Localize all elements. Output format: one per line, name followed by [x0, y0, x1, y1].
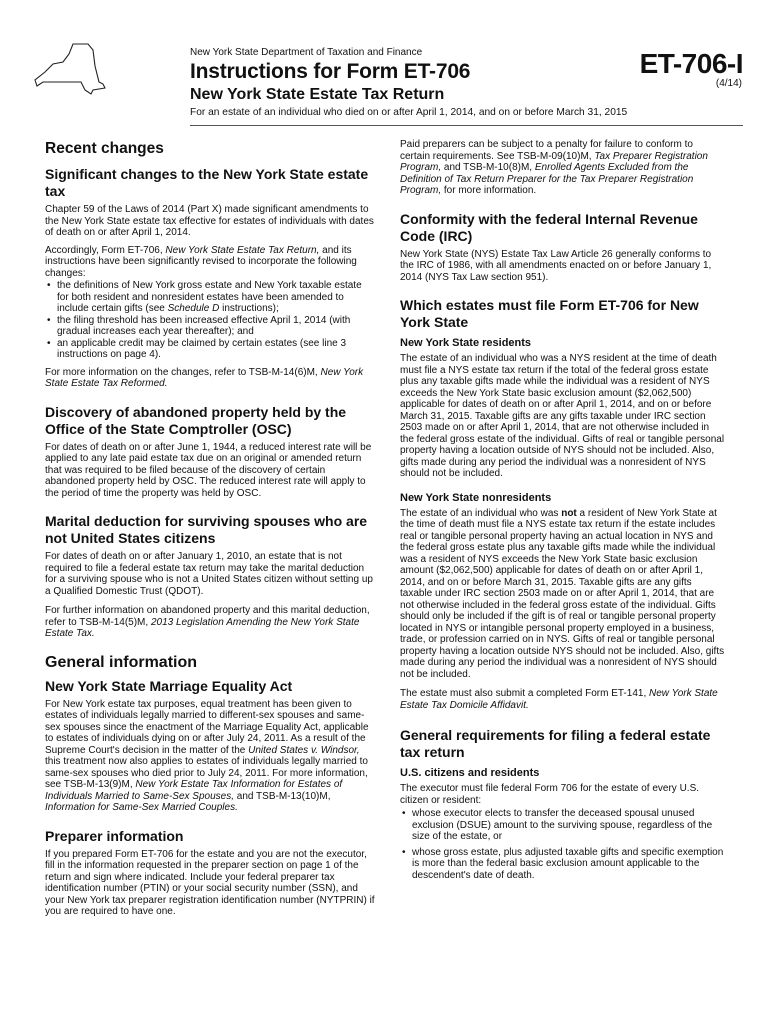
- list-item: • whose gross estate, plus adjusted taxable gifts and specific exemption is more than the federal basic exclusion amount applicable to the descendent's date of death.: [400, 847, 725, 882]
- form-scope: For an estate of an individual who died on or after April 1, 2014, and on or before March 31, 2015: [190, 107, 628, 118]
- recent-changes-list: [45, 280, 375, 361]
- residents-p1: The estate of an individual who was a NYS resident at the time of death must file a NYS estate tax return if the total of the federal gross estate plus any taxable gifts made while the individual was a resident of NYS exceeds the New York State basic exclusion amount ($2,062,500) applicable for dates of death on or after April 1, 2014, and on or before March 31, 2015. Taxable gifts are any gifts taxable under IRC section 2503 made on or after April 1, 2014, that are not otherwise included in the federal gross estate of the individual. Gifts of real or tangible personal property having a location outside of NYS should not be included. Also, gifts made during any period the individual was a nonresident of NYS should not be included.: [400, 353, 725, 479]
- discovery-p1: For dates of death on or after June 1, 1944, a reduced interest rate will be applied to any late paid estate tax due on an original or amended return that was required to be filed because of the discovery of certain abandoned property held by OSC. The reduced interest rate will apply to the period of time the property was held by OSC.: [45, 441, 372, 499]
- penalty-paragraph: Paid preparers can be subject to a penalty for failure to conform to certain requirements. See TSB-M-09(10)M, Tax Preparer Registration Program, and TSB-M-10(8)M, Enrolled Agents Excluded from the Definition of Tax Return Preparer for the Tax Preparer Registration Program, for more information.: [400, 139, 708, 196]
- discovery-heading: Discovery of abandoned property held by the Office of the State Comptroller (OSC): [45, 403, 347, 437]
- header-rule: [190, 125, 743, 126]
- form-title: Instructions for Form ET-706: [190, 60, 471, 83]
- recent-changes-p2: Accordingly, Form ET-706, New York State Estate Tax Return, and its instructions have been significantly revised to incorporate the following changes:: [45, 244, 357, 279]
- list-item: • an applicable credit may be claimed by certain estates (see line 3 instructions on page 4).: [45, 338, 375, 361]
- right-column: [400, 139, 725, 881]
- recent-changes-p1: Chapter 59 of the Laws of 2014 (Part X) made significant amendments to the New York State estate tax effective for estates of individuals with dates of death on or after April 1, 2014.: [45, 204, 374, 238]
- list-item: • the filing threshold has been increased effective April 1, 2014 (with gradual increases each year thereafter); and: [45, 315, 375, 338]
- federal-list: [400, 808, 725, 881]
- general-info-heading: General information: [45, 653, 198, 671]
- federal-requirements-heading: General requirements for filing a federal estate tax return: [400, 727, 711, 760]
- nys-outline-icon: [33, 42, 108, 97]
- left-column: [45, 140, 375, 918]
- form-revision: (4/14): [715, 78, 742, 89]
- form-subtitle: New York State Estate Tax Return: [190, 86, 445, 103]
- recent-changes-subheading: Significant changes to the New York State estate tax: [45, 166, 369, 199]
- nonresidents-p1: The estate of an individual who was not a resident of New York State at the time of death must file a NYS estate tax return if the estate includes real or tangible personal property having an actual location in NYS and the federal gross estate plus any taxable gifts made while the individual was a resident of NYS exceeds the New York State basic exclusion amount ($2,062,500) applicable for dates of death on or after April 1, 2014, and on or before March 31, 2015. Taxable gifts are any gifts taxable under IRC section 2503 made on or after April 1, 2014, that are not otherwise included in the federal gross estate of the individual. Gifts should only be included if the gift is of real or tangible personal property located in NYS or intangible personal property employed in a business, trade, or profession carried on in NYS. Gifts of real or tangible personal property having a location outside NYS should not be included. Also, gifts made during any period the individual was a nonresident of NYS should not be included.: [400, 507, 725, 680]
- recent-changes-p3: For more information on the changes, refer to TSB-M-14(6)M, New York State Estate Tax Reformed.: [45, 366, 364, 389]
- marital-heading: Marital deduction for surviving spouses who are not United States citizens: [45, 513, 368, 546]
- preparer-p1: If you prepared Form ET-706 for the estate and you are not the executor, fill in the information requested in the preparer section on page 1 of the return and sign where indicated. Include your federal preparer tax identification number (PTIN) or your social security number (SSN), and your New York tax preparer registration identification number (NYTPRIN) if you are required to have one.: [45, 848, 375, 917]
- list-item: • the definitions of New York gross estate and New York taxable estate for both resident and nonresident estates have been amended to include certain gifts (see Schedule D instructions);: [45, 280, 375, 315]
- marital-p2: For further information on abandoned property and this marital deduction, refer to TSB-M-14(5)M, 2013 Legislation Amending the New York State Estate Tax.: [45, 605, 370, 639]
- recent-changes-heading: Recent changes: [45, 140, 164, 157]
- marriage-equality-p1: For New York estate tax purposes, equal treatment has been given to estates of individuals legally married to different-sex spouses and same-sex spouses since the enactment of the Marriage Equality Act, applicable to estates of individuals dying on or after July 24, 2011. As a result of the Supreme Court's decision in the matter of the United States v. Windsor, this treatment now also applies to estates of individuals legally married to same-sex spouses who died prior to July 24, 2011. For more information, see TSB-M-13(9)M, New York Estate Tax Information for Estates of Individuals Married to Same-Sex Spouses, and TSB-M-13(10)M, Information for Same-Sex Married Couples.: [45, 698, 369, 813]
- citizens-subheading: U.S. citizens and residents: [400, 767, 540, 779]
- conformity-heading: Conformity with the federal Internal Revenue Code (IRC): [400, 210, 698, 244]
- et141-paragraph: The estate must also submit a completed Form ET-141, New York State Estate Tax Domicile Affidavit.: [400, 688, 718, 711]
- nonresidents-subheading: New York State nonresidents: [400, 491, 552, 504]
- form-id: ET-706-I: [639, 48, 743, 79]
- nys-map-logo: [33, 42, 108, 97]
- conformity-p1: New York State (NYS) Estate Tax Law Article 26 generally conforms to the IRC of 1986, with all amendments enacted on or before January 1, 2014 (NYS Tax Law section 951).: [400, 248, 712, 283]
- preparer-heading: Preparer information: [45, 827, 184, 844]
- which-estates-heading: Which estates must file Form ET-706 for New York State: [400, 297, 699, 330]
- marriage-equality-heading: New York State Marriage Equality Act: [45, 677, 293, 694]
- federal-p1: The executor must file federal Form 706 for the estate of every U.S. citizen or resident:: [400, 783, 700, 806]
- agency-name: New York State Department of Taxation and Finance: [190, 47, 423, 58]
- residents-subheading: New York State residents: [400, 337, 532, 349]
- list-item: • whose executor elects to transfer the deceased spousal unused exclusion (DSUE) amount to the surviving spouse, regardless of the size of the estate, or: [400, 808, 725, 843]
- marital-p1: For dates of death on or after January 1, 2010, an estate that is not required to file a federal estate tax return may take the marital deduction for a surviving spouse who is not a United States citizen without setting up a Qualified Domestic Trust (QDOT).: [45, 551, 373, 597]
